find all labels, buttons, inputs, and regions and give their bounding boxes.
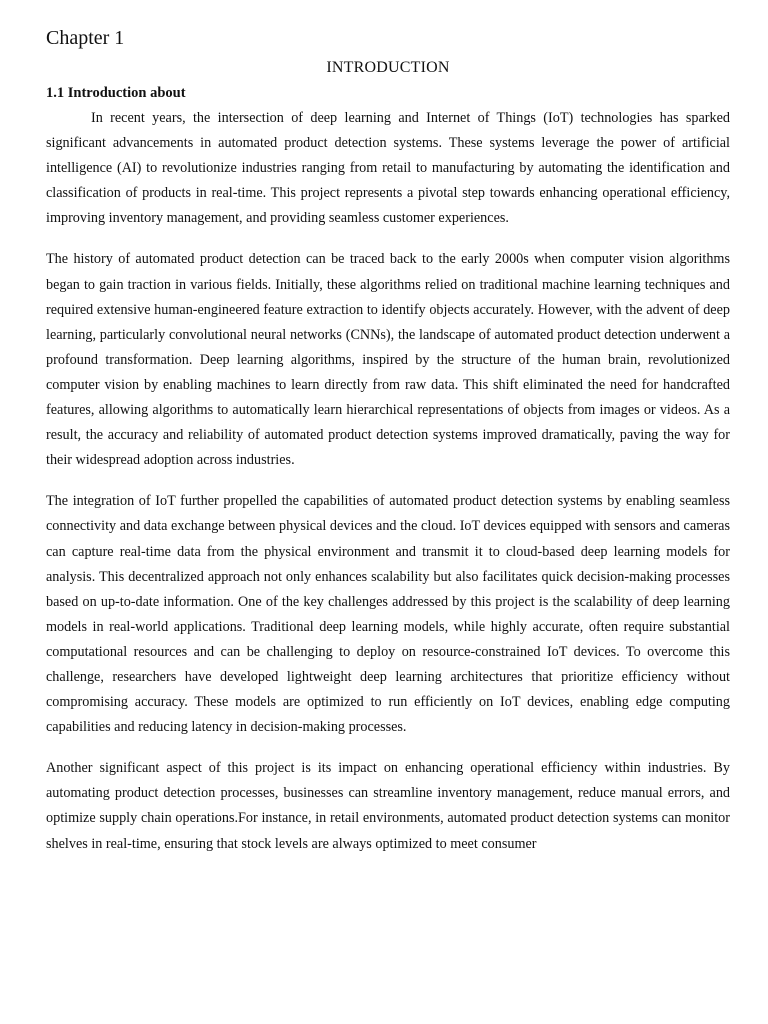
paragraph-3: The integration of IoT further propelled the capabilities of automated product detection systems by enabling seamless connectivity and data exchange between physical devices and the cloud. IoT devices equipped with sensors and cameras can capture real-time data from the physical environment and transmit it to cloud-based deep learning models for analysis. This decentralized approach not only enhances scalability but also facilitates quick decision-making processes based on up-to-date information. One of the key challenges addressed by this project is the scalability of deep learning models in real-world applications. Traditional deep learning models, while highly accurate, often require substantial computational resources and can be challenging to deploy on resource-constrained IoT devices. To overcome this challenge, researchers have developed lightweight deep learning architectures that prioritize efficiency without compromising accuracy. These models are optimized to run efficiently on IoT devices, enabling edge computing capabilities and reducing latency in decision-making processes. [46,493,730,736]
document-page [46,26,730,873]
chapter-label: Chapter 1 [46,27,125,49]
paragraph-4: Another significant aspect of this project is its impact on enhancing operational efficiency within industries. By automating product detection processes, businesses can streamline inventory management, reduce manual errors, and optimize supply chain operations.For instance, in retail environments, automated product detection systems can monitor shelves in real-time, ensuring that stock levels are always optimized to meet consumer [46,760,730,852]
paragraph-2: The history of automated product detection can be traced back to the early 2000s when computer vision algorithms began to gain traction in various fields. Initially, these algorithms relied on traditional machine learning techniques and required extensive human-engineered feature extraction to identify objects accurately. However, with the advent of deep learning, particularly convolutional neural networks (CNNs), the landscape of automated product detection underwent a profound transformation. Deep learning algorithms, inspired by the structure of the human brain, revolutionized computer vision by enabling machines to learn directly from raw data. This shift eliminated the need for handcrafted features, allowing algorithms to automatically learn hierarchical representations of objects from images or videos. As a result, the accuracy and reliability of automated product detection systems improved dramatically, paving the way for their widespread adoption across industries. [46,251,730,469]
chapter-title: INTRODUCTION [326,59,450,76]
paragraph-1: In recent years, the intersection of deep learning and Internet of Things (IoT) technologies has sparked significant advancements in automated product detection systems. These systems leverage the power of artificial intelligence (AI) to revolutionize industries ranging from retail to manufacturing by automating the identification and classification of products in real-time. This project represents a pivotal step towards enhancing operational efficiency, improving inventory management, and providing seamless customer experiences. [46,110,730,227]
section-heading: 1.1 Introduction about [46,85,186,101]
